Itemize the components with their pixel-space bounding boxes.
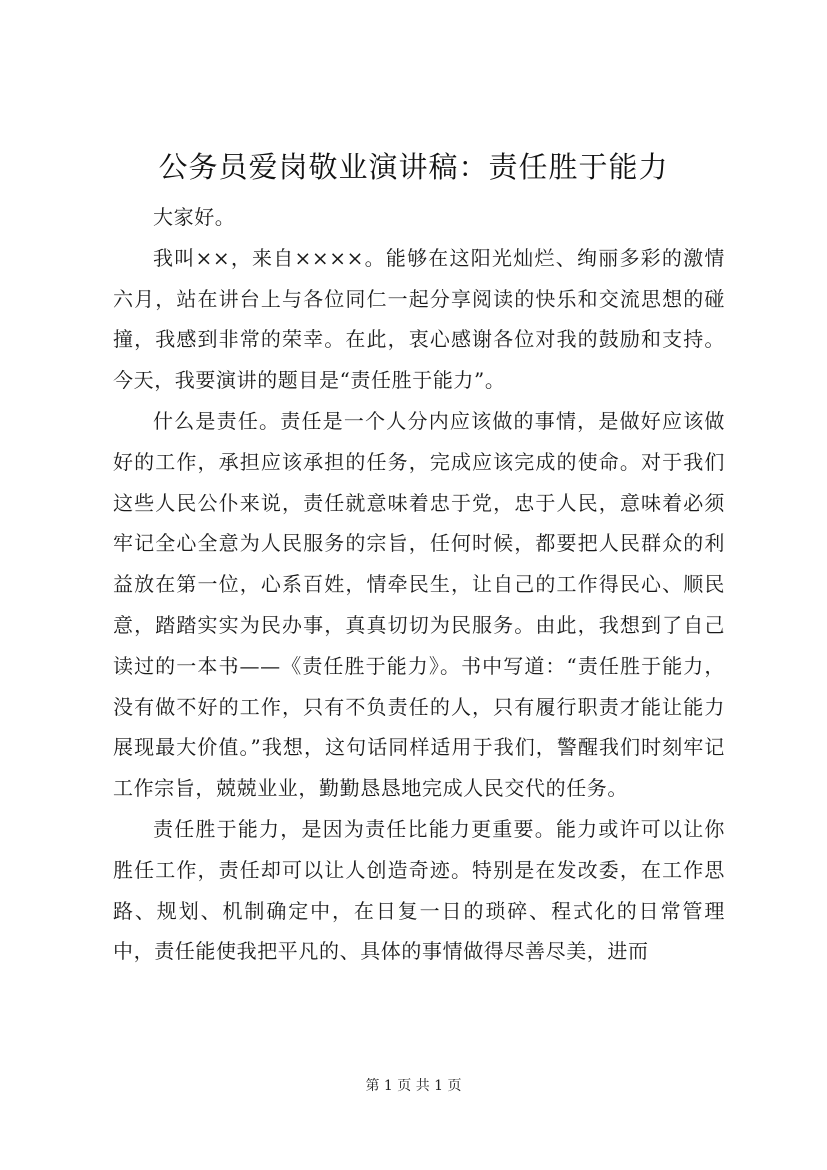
paragraph-what-is-responsibility: 什么是责任。责任是一个人分内应该做的事情，是做好应该做好的工作，承担应该承担的任务，完成应该完成的使命。对于我们这些人民公仆来说，责任就意味着忠于党，忠于人民，意味着必须牢记全心全意为人民服务的宗旨，任何时候，都要把人民群众的利益放在第一位，心系百姓，情牵民生，让自己的工作得民心、顺民意，踏踏实实为民办事，真真切切为民服务。由此，我想到了自己读过的一本书——《责任胜于能力》。书中写道：“责任胜于能力，没有做不好的工作，只有不负责任的人，只有履行职责才能让能力展现最大价值。”我想，这句话同样适用于我们，警醒我们时刻牢记工作宗旨，兢兢业业，勤勤恳恳地完成人民交代的任务。 bbox=[113, 408, 725, 801]
paragraph-responsibility-over-ability: 责任胜于能力，是因为责任比能力更重要。能力或许可以让你胜任工作，责任却可以让人创造奇迹。特别是在发改委，在工作思路、规划、机制确定中，在日复一日的琐碎、程式化的日常管理中，责任能使我把平凡的、具体的事情做得尽善尽美，进而 bbox=[113, 816, 725, 964]
page-number-footer: 第 1 页 共 1 页 bbox=[365, 1078, 462, 1094]
document-title: 公务员爱岗敬业演讲稿：责任胜于能力 bbox=[158, 150, 669, 184]
paragraph-introduction: 我叫××，来自××××。能够在这阳光灿烂、绚丽多彩的激情六月，站在讲台上与各位同仁一起分享阅读的快乐和交流思想的碰撞，我感到非常的荣幸。在此，衷心感谢各位对我的鼓励和支持。今天，我要演讲的题目是“责任胜于能力”。 bbox=[113, 245, 725, 393]
paragraph-greeting: 大家好。 bbox=[153, 205, 236, 229]
document-body bbox=[113, 197, 725, 972]
